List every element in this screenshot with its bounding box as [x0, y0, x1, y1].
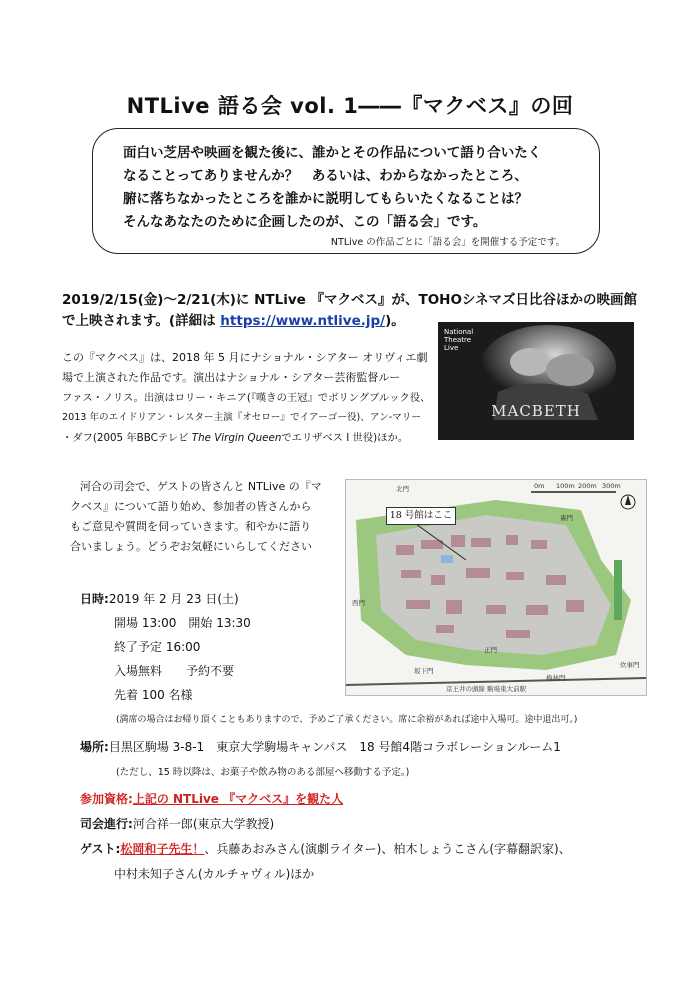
- poster-logo-line-3: Live: [444, 344, 459, 352]
- poster-title: MACBETH: [491, 402, 581, 420]
- about-paragraph: [62, 348, 434, 448]
- screening-line-2-post: )。: [385, 313, 405, 329]
- map-scale-300: 300m: [602, 482, 621, 490]
- map-scale-100: 100m: [556, 482, 575, 490]
- host-text-line-4: 合いましょう。どうぞお気軽にいらしてください: [70, 540, 312, 553]
- map-label-north-gate: 北門: [396, 485, 409, 493]
- map-scale-200: 200m: [578, 482, 597, 490]
- date-row: [80, 590, 239, 607]
- screening-line-2: [62, 309, 405, 329]
- host-text-line-3: もご意見や質問を伺っていきます。和やかに語り: [70, 520, 312, 533]
- macbeth-poster-image: [438, 322, 634, 440]
- map-label-main-gate: 正門: [484, 646, 497, 654]
- host-label: 司会進行:: [80, 817, 133, 831]
- host-description: [70, 477, 340, 557]
- guests-row: [80, 840, 571, 857]
- map-label-station: 京王井の頭線 駒場東大前駅: [446, 685, 527, 693]
- intro-line-3: 腑に落ちなかったところを誰かに説明してもらいたくなることは？: [123, 191, 528, 207]
- intro-box: [92, 128, 600, 254]
- about-line-1: この『マクベス』は、2018 年 5 月にナショナル・シアター オリヴィエ劇: [62, 351, 428, 364]
- campus-map: [345, 479, 647, 696]
- guests-label: ゲスト:: [80, 842, 121, 856]
- host-text-line-1: 河合の司会で、ゲストの皆さんと NTLive の『マ: [80, 480, 322, 493]
- map-label-west-gate: 西門: [352, 599, 365, 607]
- date-value: 2019 年 2 月 23 日(土): [108, 592, 239, 606]
- about-line-5-post: でエリザベス I 世役)ほか。: [281, 432, 409, 444]
- eligibility-value: 上記の NTLive 『マクベス』を観た人: [132, 792, 344, 806]
- host-text-line-2: クベス』について語り始め、参加者の皆さんから: [70, 500, 312, 513]
- guest-highlight: 松岡和子先生！: [120, 842, 205, 856]
- capacity: 先着 100 名様: [114, 688, 193, 702]
- map-label-umezono-gate: 梅林門: [546, 674, 566, 682]
- intro-line-4: そんなあなたのために企画したのが、この「語る会」です。: [123, 214, 487, 230]
- eligibility-row: [80, 790, 343, 807]
- host-value: 河合祥一郎(東京大学教授): [132, 817, 275, 831]
- date-label: 日時:: [80, 592, 109, 606]
- host-row: [80, 815, 274, 832]
- about-line-5-italic: The Virgin Queen: [191, 432, 282, 444]
- intro-note: NTLive の作品ごとに「語る会」を開催する予定です。: [330, 237, 565, 248]
- poster-logo-line-2: Theatre: [444, 336, 472, 344]
- capacity-note: (満席の場合はお帰り頂くこともありますので、予めご了承ください。席に余裕があれば途中入場可。途中退出可。): [116, 715, 578, 725]
- map-label-slope-gate: 坂下門: [414, 667, 434, 675]
- about-line-3: ファス・ノリス。出演はロリー・キニア(『嘆きの王冠』でボリングブルック役、: [62, 392, 431, 404]
- page-title: NTLive 語る会 vol. 1――『マクベス』の回: [126, 94, 574, 118]
- intro-line-2: なることってありませんか？ あるいは、わからなかったところ、: [123, 168, 528, 184]
- fee-reservation: 入場無料 予約不要: [114, 664, 235, 678]
- map-label-back-gate: 裏門: [560, 514, 573, 522]
- end-time: 終了予定 16:00: [114, 640, 201, 654]
- about-line-5-pre: ・ダフ(2005 年BBCテレビ: [62, 432, 192, 444]
- open-start-time: 開場 13:00 開始 13:30: [114, 616, 251, 630]
- poster-logo-line-1: National: [444, 328, 474, 336]
- screening-line-2-pre: で上映されます。(詳細は: [62, 313, 221, 329]
- eligibility-label: 参加資格:: [80, 792, 133, 806]
- map-scale-0: 0m: [534, 482, 545, 490]
- place-value: 目黒区駒場 3-8-1 東京大学駒場キャンパス 18 号館4階コラボレーションルーム1: [108, 740, 561, 754]
- place-label: 場所:: [80, 740, 109, 754]
- map-callout-18-building: 18 号館はここ: [386, 507, 456, 525]
- place-row: [80, 738, 561, 755]
- guests-rest-1: 、兵藤あおみさん(演劇ライター)、柏木しょうこさん(字幕翻訳家)、: [204, 842, 571, 856]
- about-line-4: 2013 年のエイドリアン・レスター主演『オセロー』でイアーゴー役)、アン-マリー: [62, 412, 421, 423]
- place-note: (ただし、15 時以降は、お菓子や飲み物のある部屋へ移動する予定。): [116, 767, 410, 778]
- ntlive-link[interactable]: https://www.ntlive.jp/: [220, 313, 386, 329]
- about-line-5: [62, 428, 434, 448]
- guests-rest-2: 中村未知子さん(カルチャヴィル)ほか: [114, 867, 315, 881]
- intro-line-1: 面白い芝居や映画を観た後に、誰かとその作品について語り合いたく: [123, 145, 542, 161]
- about-line-2: 場で上演された作品です。演出はナショナル・シアター芸術監督ルー: [62, 371, 401, 384]
- map-label-komaba-gate: 炊事門: [620, 661, 640, 669]
- screening-line-1: 2019/2/15(金)～2/21(木)に NTLive 『マクベス』が、TOHOシネマズ日比谷ほかの映画館: [62, 292, 638, 308]
